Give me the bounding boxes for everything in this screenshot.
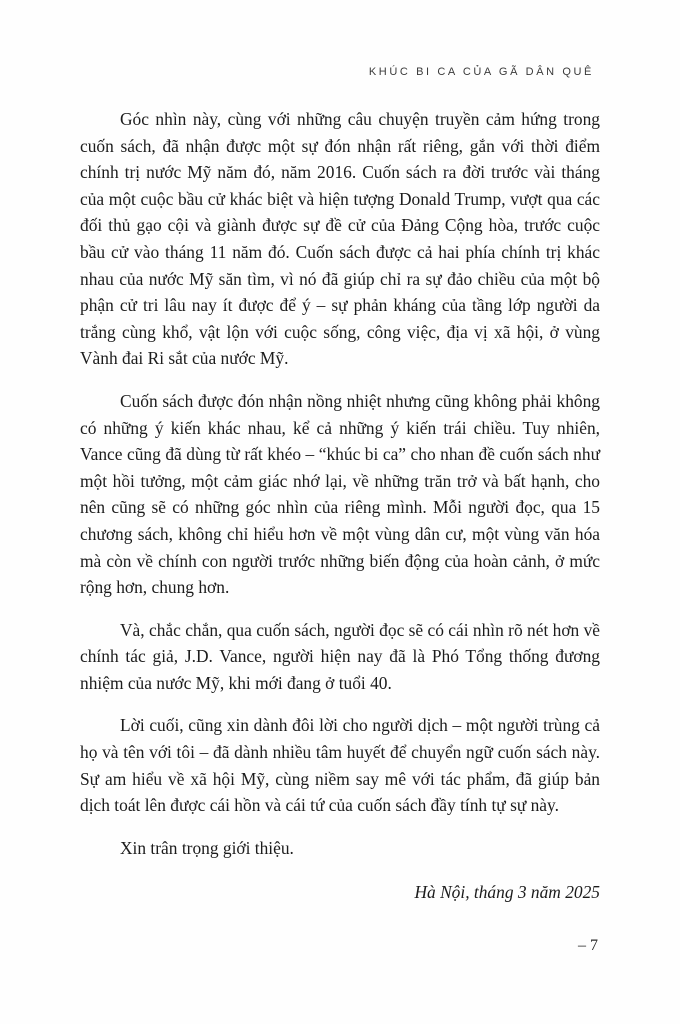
paragraph-3: Và, chắc chắn, qua cuốn sách, người đọc sẽ có cái nhìn rõ nét hơn về chính tác giả, J.D. Vance, người hiện nay đã là Phó Tổng thống đương nhiệm của nước Mỹ, khi mới đang ở tuổi 40. — [80, 619, 600, 693]
paragraph-closing: Xin trân trọng giới thiệu. — [120, 837, 294, 858]
paragraph-1: Góc nhìn này, cùng với những câu chuyện truyền cảm hứng trong cuốn sách, đã nhận được một sự đón nhận rất riêng, gắn với thời điểm chính trị nước Mỹ năm đó, năm 2016. Cuốn sách ra đời trước vài tháng của một cuộc bầu cử khác biệt và hiện tượng Donald Trump, vượt qua các đối thủ gạo cội và giành được sự đề cử của Đảng Cộng hòa, trước cuộc bầu cử vào tháng 11 năm đó. Cuốn sách được cả hai phía chính trị khác nhau của nước Mỹ săn tìm, vì nó đã giúp chỉ ra sự đảo chiều của một bộ phận cử tri lâu nay ít được để ý – sự phản kháng của tầng lớp người da trắng cùng khổ, vật lộn với cuộc sống, công việc, địa vị xã hội, ở vùng Vành đai Ri sắt của nước Mỹ. — [80, 109, 600, 369]
paragraph-2: Cuốn sách được đón nhận nồng nhiệt nhưng cũng không phải không có những ý kiến khác nhau, kể cả những ý kiến trái chiều. Tuy nhiên, Vance cũng đã dùng từ rất khéo – “khúc bi ca” cho nhan đề cuốn sách như một hồi tưởng, một cảm giác nhớ lại, về những trăn trở và bất hạnh, cho nên cũng sẽ có những góc nhìn của riêng mình. Mỗi người đọc, qua 15 chương sách, không chỉ hiểu hơn về một vùng dân cư, một vùng văn hóa mà còn về chính con người trước những biến động của hoàn cảnh, ở mức rộng hơn, chung hơn. — [80, 390, 600, 598]
running-header: KHÚC BI CA CỦA GÃ DÂN QUÊ — [368, 66, 594, 78]
page-number: – 7 — [578, 937, 598, 954]
place-date-signature: Hà Nội, tháng 3 năm 2025 — [414, 882, 600, 903]
paragraph-4: Lời cuối, cũng xin dành đôi lời cho người dịch – một người trùng cả họ và tên với tôi – đã dành nhiều tâm huyết để chuyển ngữ cuốn sách này. Sự am hiểu về xã hội Mỹ, cùng niềm say mê với tác phẩm, đã giúp bản dịch toát lên được cái hồn và cái tứ của cuốn sách đầy tính tự sự này. — [80, 715, 600, 816]
body-text — [80, 106, 600, 906]
